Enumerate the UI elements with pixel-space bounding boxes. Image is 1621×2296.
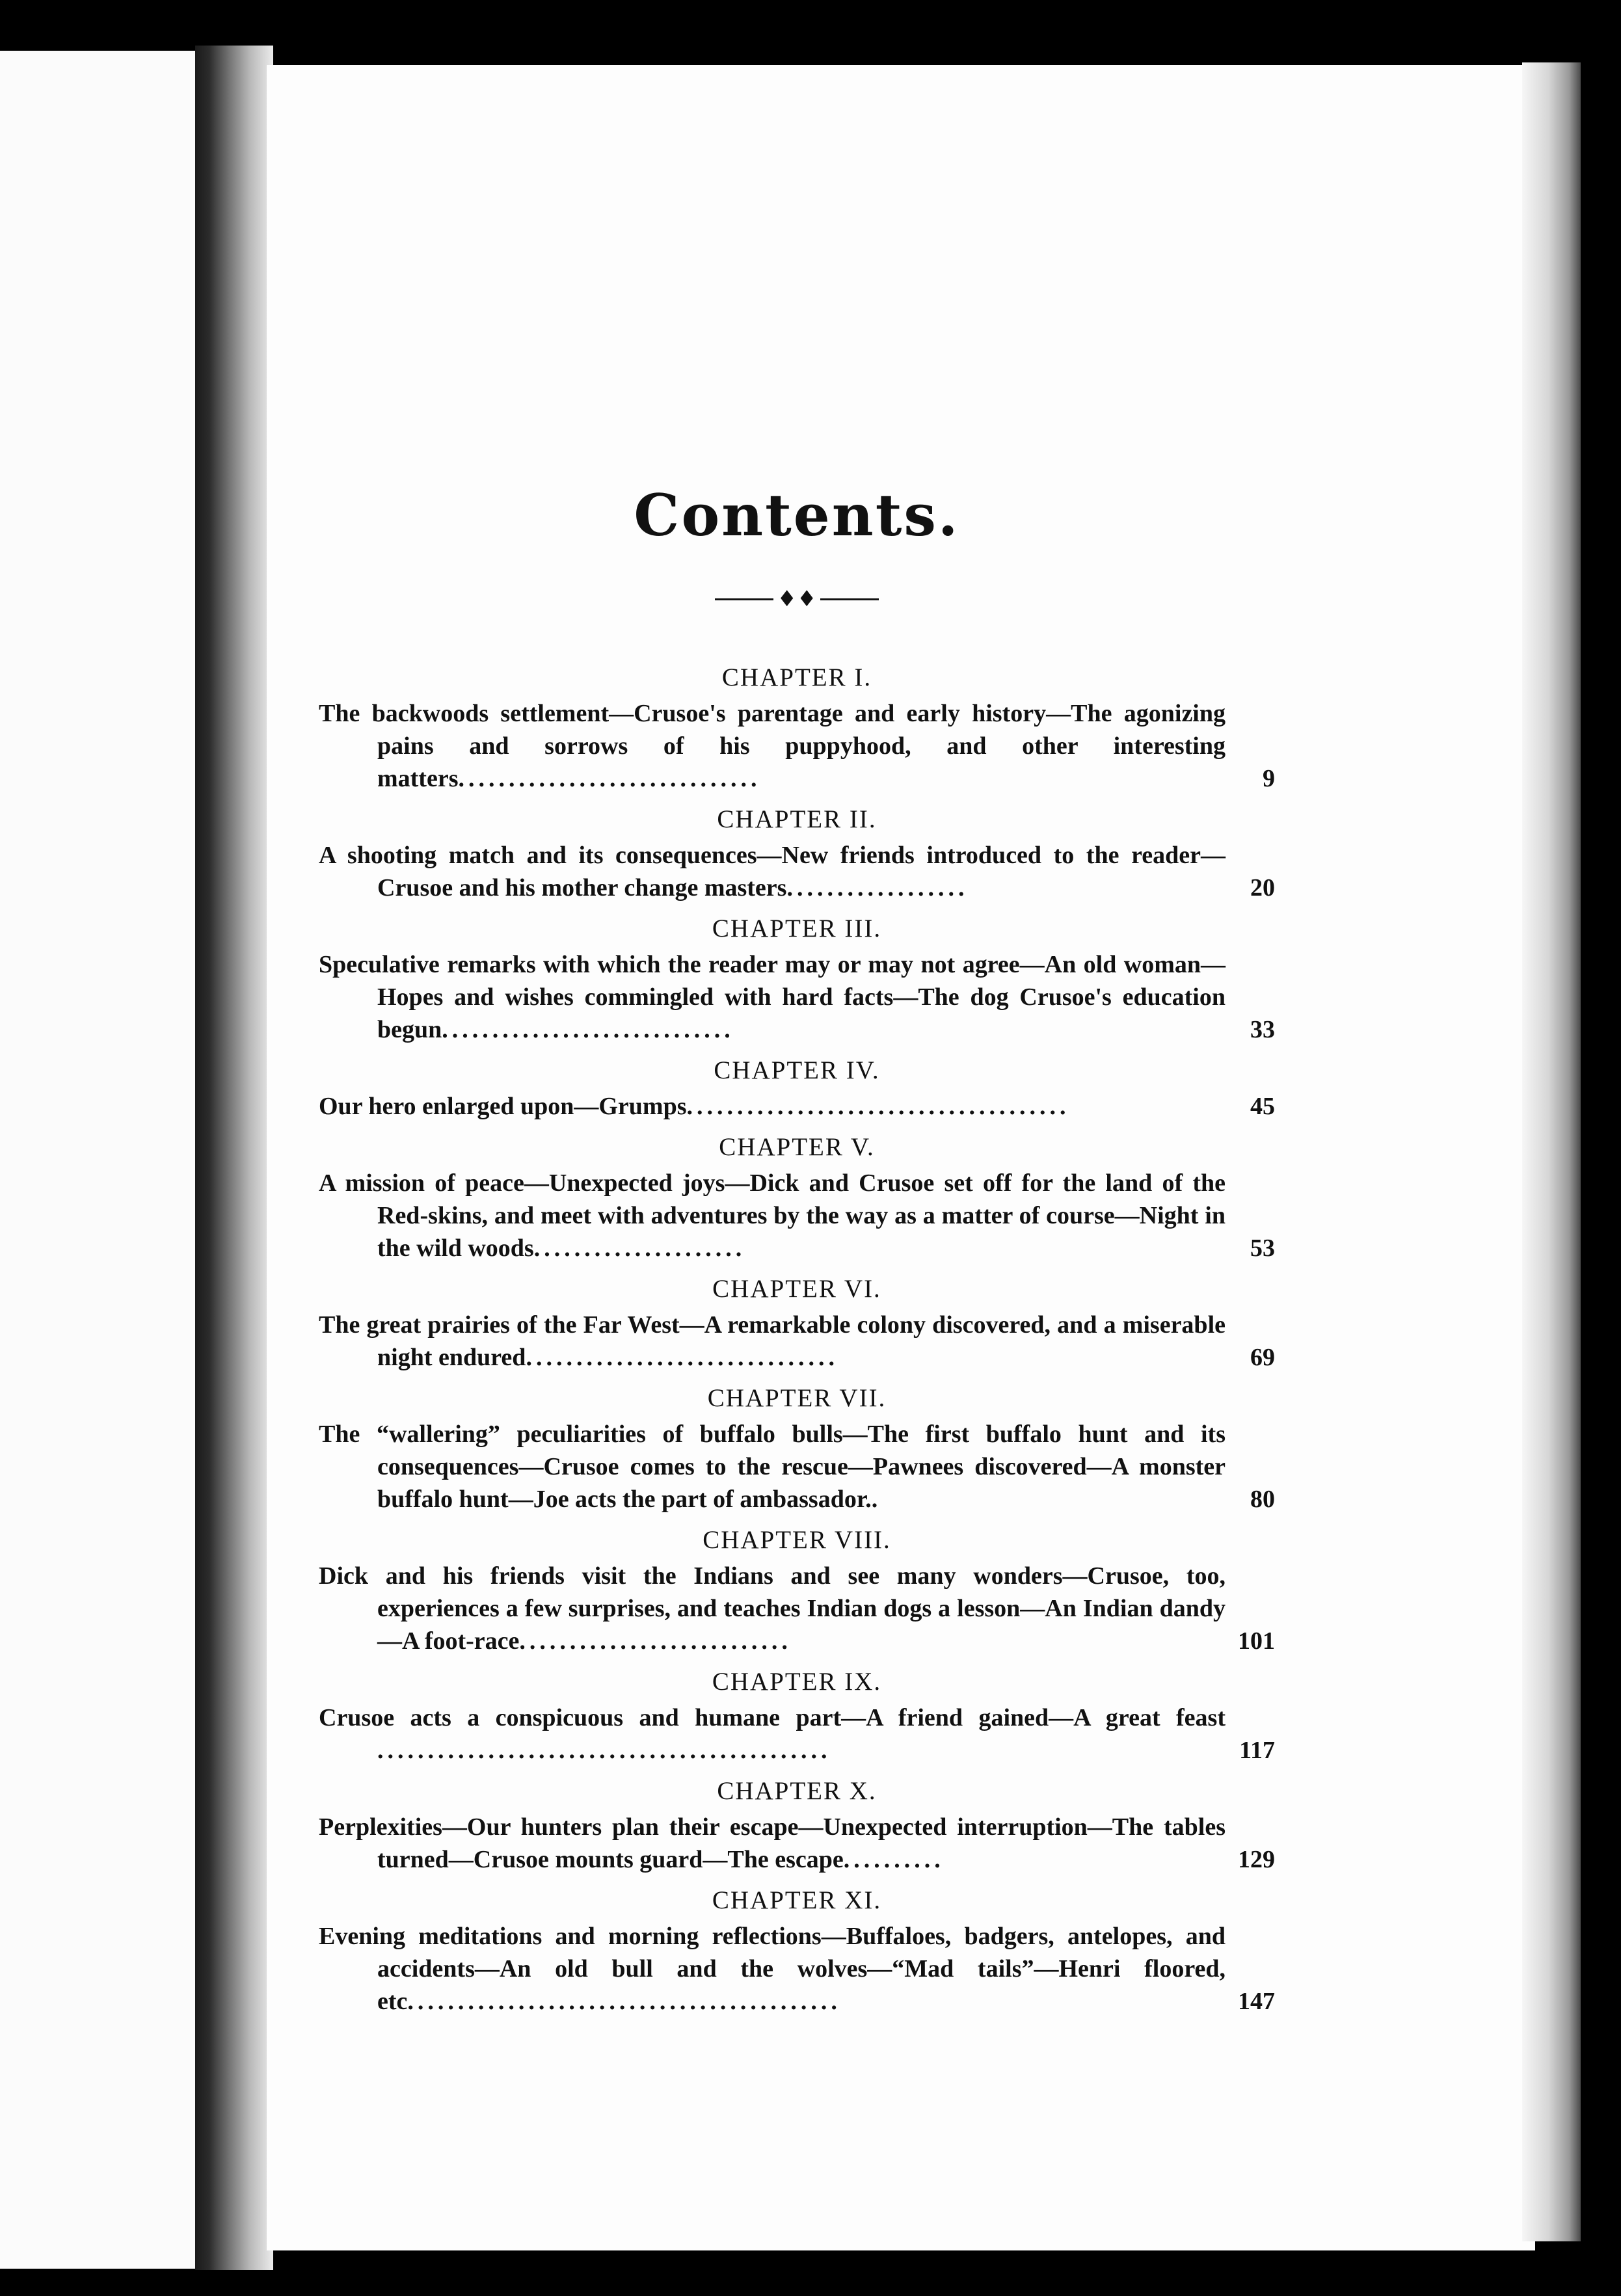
chapter-entry[interactable]: [319, 804, 1275, 904]
page-number: 147: [1238, 1988, 1275, 2015]
ornament-rule-left: [715, 598, 773, 600]
chapter-summary-row: [319, 1167, 1275, 1264]
chapter-heading: CHAPTER I.: [721, 663, 872, 691]
chapter-entry[interactable]: [319, 1383, 1275, 1515]
chapter-summary: Dick and his friends visit the Indians and see many wonders—Crusoe, too, experiences a few surprises, and teaches Indian dogs a lesson—An Indian dandy—A foot-race...........................: [319, 1562, 1226, 1655]
page-title: Contents.: [634, 481, 960, 549]
title-ornament: [319, 588, 1275, 610]
chapter-summary: A mission of peace—Unexpected joys—Dick and Crusoe set off for the land of the Red-skins, and meet with adventures by the way as a matter of course—Night in the wild woods.....................: [319, 1169, 1226, 1262]
chapter-summary-row: [319, 1811, 1275, 1876]
chapter-summary-row: [319, 1090, 1275, 1123]
chapter-entry[interactable]: [319, 1776, 1275, 1876]
book-gutter: [195, 46, 273, 2270]
chapter-entry[interactable]: [319, 913, 1275, 1046]
chapter-summary-row: [319, 1418, 1275, 1515]
ornament-rule-right: [820, 598, 879, 600]
chapter-summary-row: [319, 1309, 1275, 1374]
chapter-summary: The great prairies of the Far West—A remarkable colony discovered, and a miserable night endured...............................: [319, 1311, 1226, 1371]
chapter-summary-row: [319, 1702, 1275, 1767]
chapter-entry[interactable]: [319, 1525, 1275, 1657]
chapter-entry[interactable]: [319, 1885, 1275, 2018]
page-number: 117: [1239, 1737, 1275, 1764]
chapter-heading: CHAPTER XI.: [712, 1886, 882, 1914]
page-number: 69: [1250, 1344, 1275, 1371]
page-number: 101: [1238, 1627, 1275, 1655]
chapter-summary: Perplexities—Our hunters plan their escape—Unexpected interruption—The tables turned—Crusoe mounts guard—The escape..........: [319, 1813, 1226, 1873]
page-number: 129: [1238, 1846, 1275, 1873]
chapter-heading: CHAPTER X.: [717, 1777, 877, 1805]
chapter-entry[interactable]: [319, 1055, 1275, 1123]
chapter-summary: A shooting match and its consequences—New friends introduced to the reader—Crusoe and his mother change masters..................: [319, 842, 1226, 901]
chapter-summary-row: [319, 1560, 1275, 1657]
chapter-summary-row: [319, 948, 1275, 1046]
chapter-summary: Evening meditations and morning reflections—Buffaloes, badgers, antelopes, and accidents—An old bull and the wolves—“Mad tails”—Henri floored, etc...........................................: [319, 1923, 1226, 2015]
diamond-ornament-icon: ♦♦: [777, 586, 817, 612]
page-number: 53: [1250, 1235, 1275, 1262]
chapter-entry[interactable]: [319, 662, 1275, 795]
page-number: 33: [1250, 1016, 1275, 1043]
chapter-entry[interactable]: [319, 1132, 1275, 1264]
chapter-heading: CHAPTER VI.: [712, 1275, 881, 1303]
chapter-summary-row: [319, 697, 1275, 795]
page-number: 45: [1250, 1093, 1275, 1120]
chapter-summary: Our hero enlarged upon—Grumps......................................: [319, 1093, 1070, 1120]
chapter-summary: The “wallering” peculiarities of buffalo bulls—The first buffalo hunt and its consequences—Crusoe comes to the rescue—Pawnees discovered—A monster buffalo hunt—Joe acts the part of ambassador..: [319, 1421, 1226, 1513]
chapter-heading: CHAPTER VII.: [707, 1384, 887, 1412]
chapter-heading: CHAPTER II.: [717, 805, 877, 833]
chapter-summary-row: [319, 839, 1275, 904]
chapter-heading: CHAPTER III.: [712, 914, 882, 942]
page-number: 9: [1263, 765, 1275, 792]
chapter-heading: CHAPTER VIII.: [703, 1526, 891, 1554]
chapter-heading: CHAPTER IV.: [714, 1056, 880, 1084]
chapter-heading: CHAPTER IX.: [712, 1668, 882, 1696]
page-number: 80: [1250, 1486, 1275, 1513]
contents-page: [319, 481, 1275, 2027]
chapter-summary: Crusoe acts a conspicuous and humane part—A friend gained—A great feast .............................................: [319, 1704, 1226, 1764]
left-page-edge: [0, 51, 195, 2269]
chapter-entry[interactable]: [319, 1274, 1275, 1374]
page-edge-shadow: [1522, 62, 1581, 2241]
page-number: 20: [1250, 874, 1275, 901]
chapter-summary-row: [319, 1920, 1275, 2018]
chapter-heading: CHAPTER V.: [719, 1133, 875, 1161]
chapter-summary: Speculative remarks with which the reader may or may not agree—An old woman—Hopes and wishes commingled with hard facts—The dog Crusoe's education begun.............................: [319, 951, 1226, 1043]
chapter-summary: The backwoods settlement—Crusoe's parentage and early history—The agonizing pains and sorrows of his puppyhood, and other interesting matters..............................: [319, 700, 1226, 792]
chapter-entry[interactable]: [319, 1666, 1275, 1767]
